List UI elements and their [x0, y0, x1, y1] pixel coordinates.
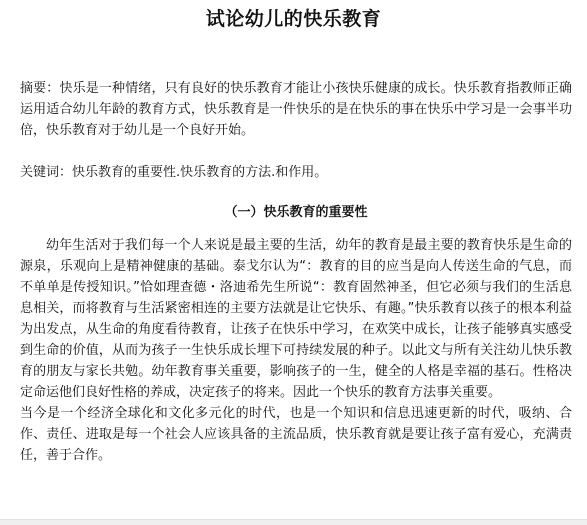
- keywords-label: 关键词：: [20, 165, 73, 180]
- keywords-text: 快乐教育的重要性.快乐教育的方法.和作用。: [72, 165, 328, 180]
- document-title: 试论幼儿的快乐教育: [205, 8, 382, 30]
- document-body: [20, 78, 572, 466]
- abstract-paragraph: [20, 78, 572, 141]
- body-paragraph-2: 当今是一个经济全球化和文化多元化的时代，也是一个知识和信息迅速更新的时代，吸纳、合作、责任、进取是每一个社会人应该具备的主流品质，快乐教育就是要让孩子富有爱心，充满责任，善于合作。: [20, 406, 572, 463]
- section-heading: （一）快乐教育的重要性: [224, 205, 368, 220]
- body-paragraph-1: 幼年生活对于我们每一个人来说是最主要的生活，幼年的教育是最主要的教育快乐是生命的源泉，乐观向上是精神健康的基础。泰戈尔认为“：教育的目的应当是向人传送生命的气息，而不单单是传授知识。”恰如理查德・洛迪希先生所说“：教育固然神圣，但它必须与我们的生活息息相关，而将教育与生活紧密相连的主要方法就是让它快乐、有趣。”快乐教育以孩子的根本利益为出发点，从生命的角度看待教育，让孩子在快乐中学习，在欢笑中成长，让孩子能够真实感受到生命的价值，从而为孩子一生快乐成长埋下可持续发展的种子。以此文与所有关注幼儿快乐教育的朋友与家长共勉。幼年教育事关重要，影响孩子的一生，健全的人格是幸福的基石。性格决定命运他们良好性格的养成，决定孩子的将来。因此一个快乐的教育方法事关重要。: [20, 238, 572, 400]
- abstract-label: 摘要：: [20, 81, 60, 96]
- abstract-text: 快乐是一种情绪，只有良好的快乐教育才能让小孩快乐健康的成长。快乐教育指教师正确运用适合幼儿年龄的教育方式，快乐教育是一件快乐的是在快乐的事在快乐中学习是一会事半功倍，快乐教育对于幼儿是一个良好开始。: [20, 81, 572, 138]
- bottom-separator: [0, 519, 587, 525]
- keywords-paragraph: [20, 162, 572, 183]
